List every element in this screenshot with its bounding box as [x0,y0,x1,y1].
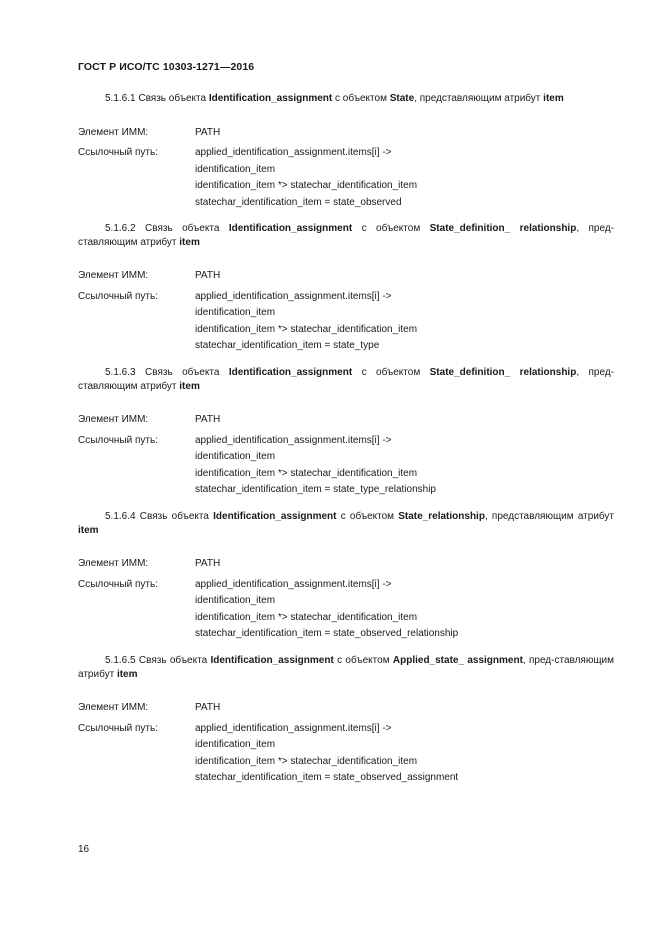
section-5-1-6-4 [78,510,614,643]
element-value: PATH [195,702,221,713]
path-line: applied_identification_assignment.items[i] -> [195,722,392,734]
section-5-1-6-3 [78,366,614,499]
element-row [78,700,614,717]
section-heading: 5.1.6.3 Связь объекта Identification_assignment с объектом State_definition_ relationship, пред-ставляющим атрибут item [78,367,615,392]
path-line: statechar_identification_item = state_type [195,340,380,351]
path-line: identification_item [195,739,276,750]
path-label: Ссылочный путь: [78,434,158,446]
section-heading: 5.1.6.4 Связь объекта Identification_assignment с объектом State_relationship, представляющим атрибут item [78,511,614,536]
path-line: identification_item [195,307,276,318]
element-label: Элемент ИММ: [78,702,149,713]
page-header: ГОСТ Р ИСО/ТС 10303-1271—2016 [78,61,255,73]
element-label: Элемент ИММ: [78,414,149,425]
path-label: Ссылочный путь: [78,578,158,590]
path-row [78,721,614,787]
path-row [78,433,614,499]
element-row [78,412,614,429]
section-5-1-6-1 [78,92,614,211]
path-line: identification_item *> statechar_identification_item [195,755,418,767]
element-value: PATH [195,270,221,281]
path-row [78,577,614,643]
element-row [78,556,614,573]
element-value: PATH [195,414,221,425]
path-line: statechar_identification_item = state_observed_assignment [195,772,459,783]
path-label: Ссылочный путь: [78,722,158,734]
path-line: statechar_identification_item = state_type_relationship [195,484,436,495]
path-line: identification_item *> statechar_identification_item [195,323,418,335]
path-line: identification_item *> statechar_identification_item [195,180,418,191]
path-label: Ссылочный путь: [78,147,158,158]
path-line: statechar_identification_item = state_observed [195,196,402,208]
path-line: identification_item [195,451,276,462]
section-heading: 5.1.6.1 Связь объекта Identification_assignment с объектом State, представляющим атрибут item [105,93,564,104]
path-label: Ссылочный путь: [78,290,158,302]
path-line: identification_item [195,595,276,606]
path-line: applied_identification_assignment.items[i] -> [195,434,392,446]
element-row [78,125,614,142]
path-row [78,289,614,355]
section-heading: 5.1.6.5 Связь объекта Identification_assignment с объектом Applied_state_ assignment, пред-ставляющим атрибут item [78,655,615,680]
path-row [78,145,614,211]
section-5-1-6-2 [78,222,614,355]
element-value: PATH [195,126,221,138]
path-line: identification_item *> statechar_identification_item [195,611,418,623]
element-label: Элемент ИММ: [78,126,149,138]
element-label: Элемент ИММ: [78,558,149,569]
element-value: PATH [195,558,221,569]
path-line: statechar_identification_item = state_observed_relationship [195,628,459,639]
path-line: identification_item [195,163,276,175]
path-line: applied_identification_assignment.items[i] -> [195,147,392,158]
path-line: applied_identification_assignment.items[i] -> [195,578,392,590]
path-line: applied_identification_assignment.items[i] -> [195,290,392,302]
element-row [78,268,614,285]
page-number: 16 [78,844,90,855]
section-heading: 5.1.6.2 Связь объекта Identification_assignment с объектом State_definition_ relationship, пред-ставляющим атрибут item [78,223,615,248]
path-line: identification_item *> statechar_identification_item [195,467,418,479]
element-label: Элемент ИММ: [78,270,149,281]
section-5-1-6-5 [78,654,614,787]
